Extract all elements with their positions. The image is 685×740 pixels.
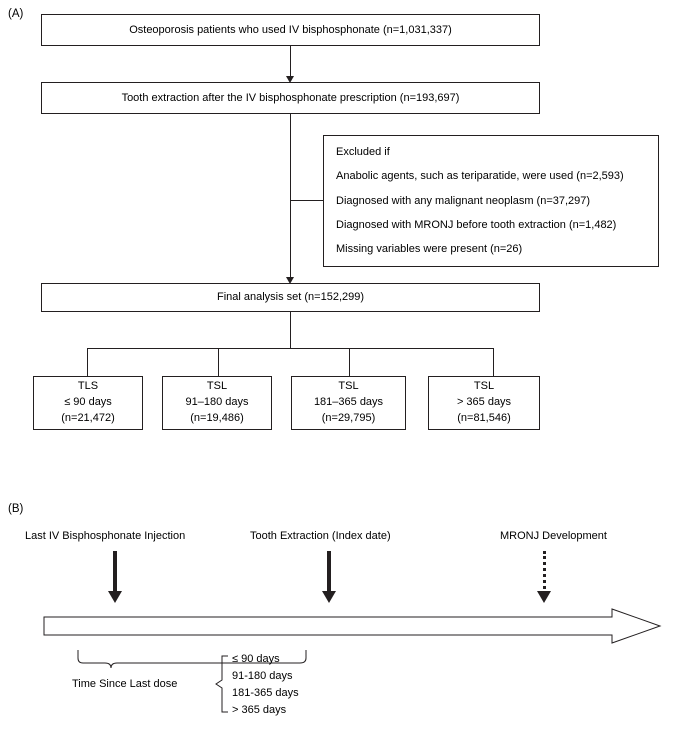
- group-name: TSL: [473, 380, 495, 393]
- timeline-arrowhead-1: [108, 591, 122, 603]
- connector-step1-step2: [290, 46, 291, 79]
- timeline-event-label-3: MRONJ Development: [500, 530, 607, 542]
- group-box-3: [291, 376, 406, 430]
- timeline-event-label-2: Tooth Extraction (Index date): [250, 530, 391, 542]
- timeline-arrow-shaft-1: [113, 551, 117, 595]
- group-name: TSL: [338, 380, 359, 393]
- group-count: (n=81,546): [457, 411, 511, 424]
- timeline-arrow-shaft-2: [327, 551, 331, 595]
- timeline-event-label-1: Last IV Bisphosphonate Injection: [25, 530, 186, 542]
- connector-split-horizontal: [87, 348, 494, 349]
- group-range: 91–180 days: [185, 396, 249, 409]
- exclusion-item: Missing variables were present (n=26): [336, 243, 523, 255]
- exclusion-item: Anabolic agents, such as teriparatide, were used (n=2,593): [336, 170, 624, 183]
- group-count: (n=29,795): [321, 411, 376, 424]
- interval-options-list: [232, 651, 299, 719]
- connector-to-exclusions: [290, 200, 323, 201]
- timeline-axis-arrow: [44, 609, 660, 643]
- group-box-4: [428, 376, 540, 430]
- timeline-arrow-shaft-3: [543, 551, 546, 595]
- group-name: TSL: [206, 380, 228, 393]
- connector-group-2: [218, 348, 219, 376]
- group-box-1: [33, 376, 143, 430]
- interval-option: > 365 days: [232, 704, 287, 717]
- exclusions-box: [323, 135, 659, 267]
- group-range: ≤ 90 days: [64, 396, 112, 409]
- group-box-2: [162, 376, 272, 430]
- flow-step-3-box: Final analysis set (n=152,299): [41, 283, 540, 312]
- connector-group-1: [87, 348, 88, 376]
- connector-group-4: [493, 348, 494, 376]
- group-range: 181–365 days: [313, 396, 384, 409]
- flow-step-1-box: Osteoporosis patients who used IV bisphosphonate (n=1,031,337): [41, 14, 540, 46]
- exclusions-title: Excluded if: [336, 146, 390, 158]
- interval-option: 181-365 days: [232, 687, 299, 700]
- panel-a-label: (A): [8, 8, 24, 20]
- exclusion-item: Diagnosed with MRONJ before tooth extraction (n=1,482): [336, 218, 617, 231]
- panel-b-label: (B): [8, 503, 24, 515]
- connector-group-3: [349, 348, 350, 376]
- connector-step2-step3: [290, 114, 291, 279]
- connector-step3-split: [290, 312, 291, 348]
- flow-step-2-box: Tooth extraction after the IV bisphosphonate prescription (n=193,697): [41, 82, 540, 114]
- timeline-interval-label: Time Since Last dose: [72, 678, 178, 690]
- timeline-arrowhead-3: [537, 591, 551, 603]
- group-count: (n=21,472): [61, 411, 115, 424]
- group-range: > 365 days: [456, 396, 512, 409]
- interval-options-brace: [216, 656, 228, 712]
- interval-option: ≤ 90 days: [232, 653, 280, 665]
- group-count: (n=19,486): [190, 411, 244, 424]
- interval-option: 91-180 days: [232, 670, 293, 683]
- exclusion-item: Diagnosed with any malignant neoplasm (n=37,297): [336, 194, 591, 207]
- group-name: TLS: [77, 380, 99, 393]
- timeline-arrowhead-2: [322, 591, 336, 603]
